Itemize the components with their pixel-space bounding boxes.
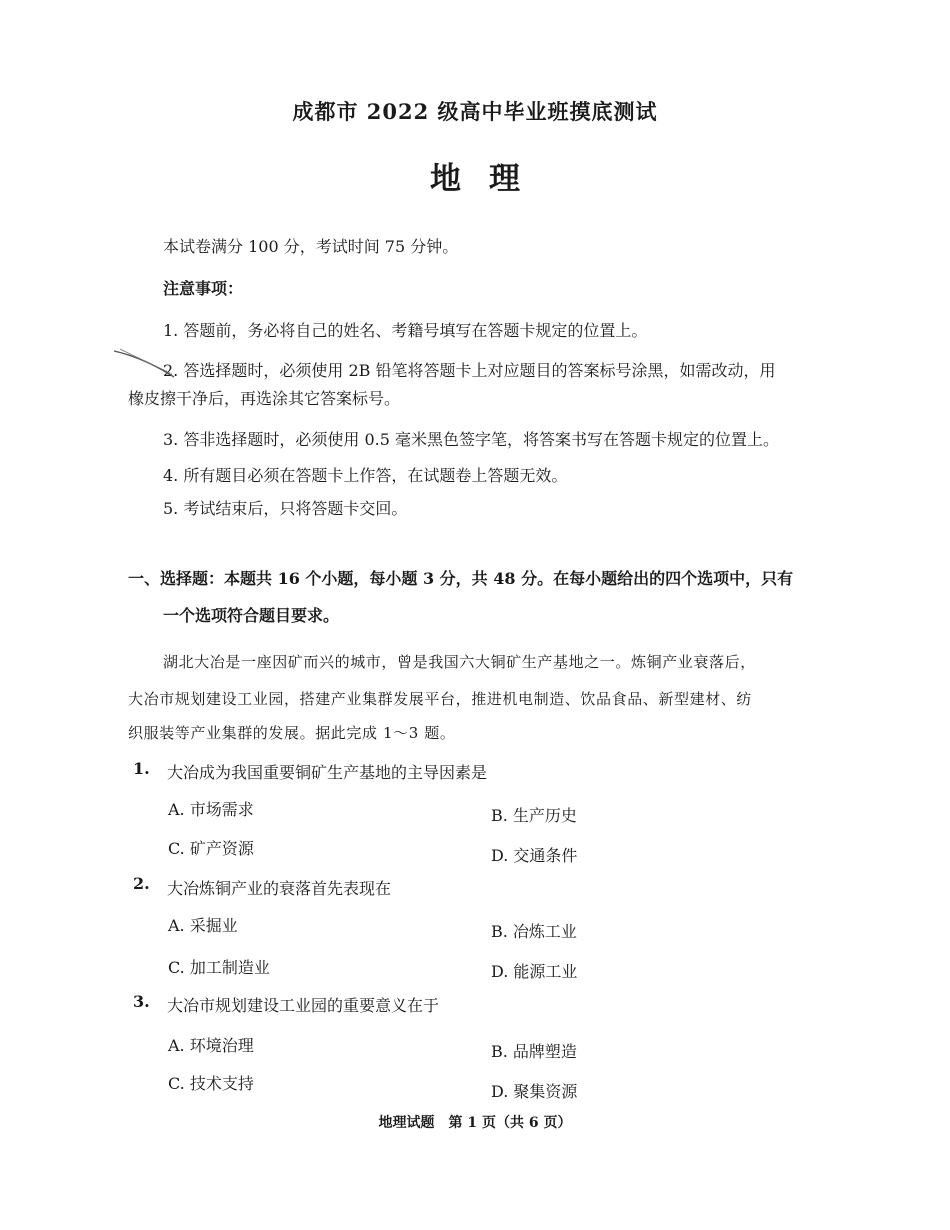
option-d: D. 能源工业 [491,962,578,981]
notes-heading: 注意事项： [163,279,244,298]
option-c: C. 矿产资源 [168,839,254,858]
option-b: B. 冶炼工业 [491,922,577,941]
option-c: C. 加工制造业 [168,958,270,977]
exam-info: 本试卷满分 100 分，考试时间 75 分钟。 [163,237,459,256]
question-stem: 大冶炼铜产业的衰落首先表现在 [167,879,392,898]
passage-line: 织服装等产业集群的发展。据此完成 1～3 题。 [128,724,456,742]
option-d: D. 交通条件 [491,846,578,865]
question-stem: 大冶成为我国重要铜矿生产基地的主导因素是 [167,763,488,782]
section-heading-continued: 一个选项符合题目要求。 [163,606,340,625]
note-item-continued: 橡皮擦干净后，再选涂其它答案标号。 [128,389,401,408]
note-item: 1. 答题前，务必将自己的姓名、考籍号填写在答题卡规定的位置上。 [163,321,648,340]
question-stem: 大冶市规划建设工业园的重要意义在于 [167,996,440,1015]
option-b: B. 品牌塑造 [491,1042,577,1061]
passage-line: 大冶市规划建设工业园，搭建产业集群发展平台，推进机电制造、饮品食品、新型建材、纺 [128,690,753,708]
note-item: 4. 所有题目必须在答题卡上作答，在试题卷上答题无效。 [163,466,568,485]
passage-line: 湖北大冶是一座因矿而兴的城市，曾是我国六大铜矿生产基地之一。炼铜产业衰落后， [163,653,756,671]
exam-title: 成都市 2022 级高中毕业班摸底测试 [292,99,658,124]
note-item: 2. 答选择题时，必须使用 2B 铅笔将答题卡上对应题目的答案标号涂黑，如需改动，用 [163,361,776,380]
option-c: C. 技术支持 [168,1074,254,1093]
question-number: 2. [133,874,150,893]
question-number: 1. [133,759,150,778]
pencil-scratch-mark [112,345,182,385]
option-a: A. 环境治理 [168,1036,254,1055]
option-b: B. 生产历史 [491,806,577,825]
option-a: A. 采掘业 [168,916,238,935]
option-d: D. 聚集资源 [491,1082,578,1101]
note-item: 5. 考试结束后，只将答题卡交回。 [163,499,408,518]
section-heading: 一、选择题：本题共 16 个小题，每小题 3 分，共 48 分。在每小题给出的四个选项中，只有 [128,569,794,588]
question-number: 3. [133,992,150,1011]
subject-title: 地理 [430,161,548,197]
page-footer: 地理试题 第 1 页（共 6 页） [378,1115,572,1131]
option-a: A. 市场需求 [168,800,254,819]
note-item: 3. 答非选择题时，必须使用 0.5 毫米黑色签字笔，将答案书写在答题卡规定的位置上。 [163,430,779,449]
